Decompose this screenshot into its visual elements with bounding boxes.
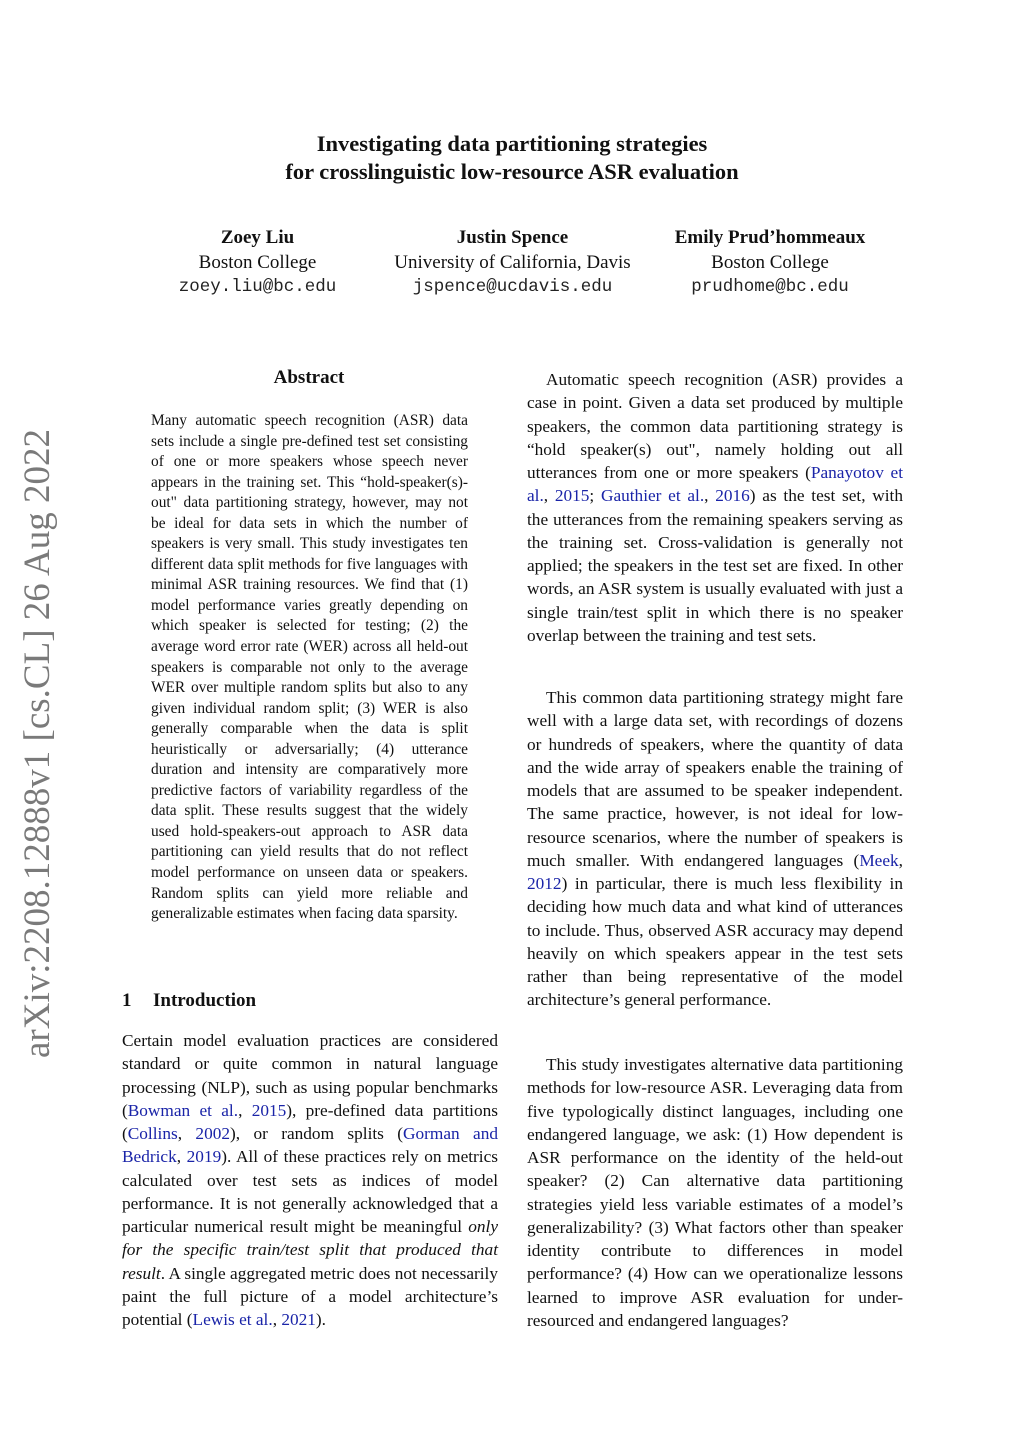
paper-title <box>200 130 824 186</box>
title-line-2: for crosslinguistic low-resource ASR evaluation <box>285 159 739 184</box>
abstract-heading: Abstract <box>273 367 345 388</box>
paragraph-text: This study investigates alternative data partitioning methods for low-resource ASR. Leveraging data from five typologically distinct languages, including one endangered language, we ask: (1) How dependent is ASR performance on the identity of the held-out speaker? (2) Can alternative data partitioning strategies yield less variable estimates of a model’s generalizability? (3) What factors other than speaker identity contribute to differences in model performance? (4) How can we operationalize lessons learned to improve ASR evaluation for under-resourced and endangered languages? <box>527 1055 903 1330</box>
citation-year-link[interactable]: 2015 <box>251 1100 287 1120</box>
intro-paragraph-2 <box>527 368 903 647</box>
intro-paragraph-4 <box>527 1053 903 1332</box>
text-span: . A single aggregated metric does not necessarily paint the full picture of a model architecture’s potential ( <box>122 1263 498 1329</box>
citation-year-link[interactable]: 2002 <box>195 1124 230 1143</box>
text-span: ). <box>315 1310 326 1329</box>
author-email: zoey.liu@bc.edu <box>178 277 337 297</box>
citation-link[interactable]: Meek <box>859 850 899 870</box>
section-title: Introduction <box>153 990 257 1011</box>
citation-year-link[interactable]: 2015 <box>554 486 590 506</box>
author-block <box>150 226 365 300</box>
intro-paragraph-1 <box>122 1029 498 1331</box>
author-name: Zoey Liu <box>220 227 295 248</box>
author-name: Emily Prud’hommeaux <box>674 227 866 248</box>
abstract-text: Many automatic speech recognition (ASR) data sets include a single pre-defined test set consisting of one or more speakers whose speech never appears in the training set. This “hold-speaker(s)-out" data partitioning strategy, however, may not be ideal for data sets in which the number of speakers is very small. This study investigates ten different data split methods for five languages with minimal ASR training resources. We find that (1) model performance varies greatly depending on which speaker is selected for testing; (2) the average word error rate (WER) across all held-out speakers is comparable not only to the average WER over multiple random splits but also to any given individual random split; (3) WER is also generally comparable when the data is split heuristically or adversarially; (4) utterance duration and intensity are comparatively more predictive factors of variability regardless of the data split. These results suggest that the widely used hold-speakers-out approach to ASR data partitioning can yield results that do not reflect model performance on unseen data or speakers. Random splits can yield more reliable and generalizable estimates when facing data sparsity. <box>151 412 468 923</box>
text-span: ) as the test set, with the utterances from the remaining speakers serving as the training set. Cross-validation is generally not applied; the speakers in the test set are fixed. In other words, an ASR system is usually evaluated with just a single train/test split in which there is no speaker overlap between the training and test sets. <box>527 486 903 645</box>
text-span: Certain model evaluation practices are considered standard or quite common in natural language processing (NLP), such as using popular benchmarks ( <box>122 1031 498 1120</box>
text-span: ) in particular, there is much less flexibility in deciding how much data and what kind of utterances to include. Thus, observed ASR accuracy may depend heavily on which speakers appear in the test sets rather than being representative of the model architecture’s general performance. <box>527 874 903 1010</box>
citation-link[interactable]: Gauthier et al. <box>600 486 705 506</box>
citation-link[interactable]: Gorman and Bedrick <box>122 1124 499 1167</box>
citation-year-link[interactable]: 2012 <box>527 874 562 893</box>
text-span: , <box>177 1124 196 1143</box>
author-email: prudhome@bc.edu <box>691 277 849 297</box>
author-email: jspence@ucdavis.edu <box>412 277 613 297</box>
intro-paragraph-3 <box>527 686 903 1012</box>
text-span: , <box>176 1147 187 1167</box>
text-span: , <box>898 850 903 870</box>
citation-year-link[interactable]: 2016 <box>715 486 750 506</box>
text-span: , <box>238 1100 252 1120</box>
section-number: 1 <box>122 990 132 1011</box>
title-line-1: Investigating data partitioning strategies <box>316 131 708 156</box>
author-block <box>655 226 885 300</box>
text-span: ), or random splits ( <box>229 1124 404 1143</box>
section-heading-introduction <box>122 990 256 1012</box>
citation-link[interactable]: Panayotov et al. <box>527 463 903 506</box>
author-name: Justin Spence <box>456 227 569 248</box>
citation-link[interactable]: Lewis et al. <box>192 1310 273 1329</box>
author-affiliation: Boston College <box>711 251 829 273</box>
text-span: , <box>543 486 555 506</box>
author-affiliation: University of California, Davis <box>394 251 631 273</box>
citation-year-link[interactable]: 2021 <box>281 1310 316 1329</box>
citation-link[interactable]: Bowman et al. <box>127 1100 239 1120</box>
text-span: , <box>272 1310 282 1329</box>
text-span: ). All of these practices rely on metrics calculated over test sets as indices of model performance. It is not generally acknowledged that a particular numerical result might be meaningful <box>122 1147 498 1236</box>
emphasis-text: only for the specific train/test split that produced that result <box>122 1217 498 1283</box>
text-span: ; <box>589 486 601 506</box>
text-span: Automatic speech recognition (ASR) provides a case in point. Given a data set produced by multiple speakers, the common data partitioning strategy is “hold speaker(s) out", namely holding out all utterances from one or more speakers ( <box>527 370 903 482</box>
text-span: This common data partitioning strategy might fare well with a large data set, with recordings of dozens or hundreds of speakers, where the quantity of data and the wide array of speakers enable the training of models that are assumed to be speaker independent. The same practice, however, is not ideal for low-resource scenarios, where the number of speakers is much smaller. With endangered languages ( <box>527 688 903 870</box>
arxiv-identifier: arXiv:2208.12888v1 [cs.CL] 26 Aug 2022 <box>17 429 58 1058</box>
citation-link[interactable]: Collins <box>127 1124 178 1143</box>
citation-year-link[interactable]: 2019 <box>186 1147 222 1167</box>
author-block <box>380 226 645 300</box>
text-span: , <box>704 486 716 506</box>
author-affiliation: Boston College <box>198 251 317 273</box>
text-span: ), pre-defined data partitions ( <box>122 1100 498 1143</box>
